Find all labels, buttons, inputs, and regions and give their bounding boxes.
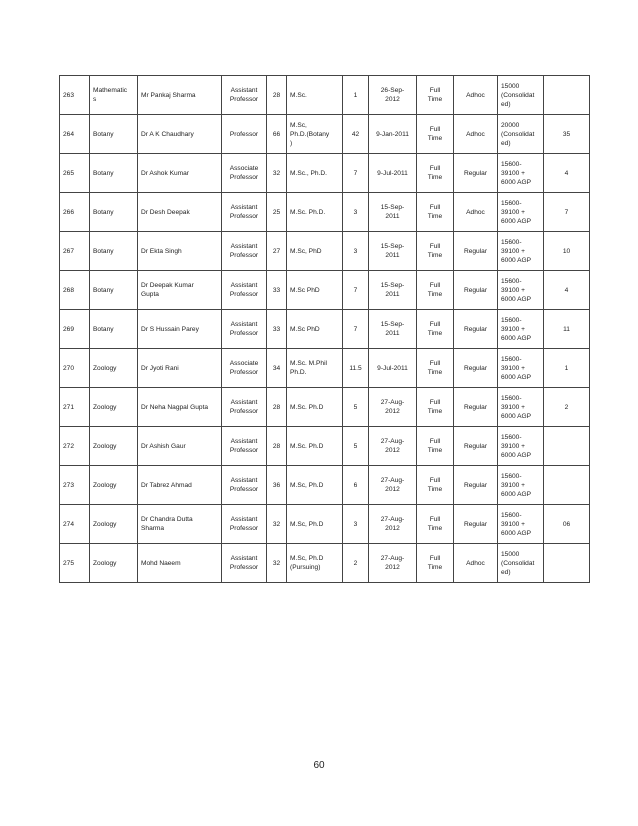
nature-cell: Full Time bbox=[417, 154, 454, 193]
experience-cell: 3 bbox=[343, 232, 369, 271]
pay-scale-cell: 15000 (Consolidat ed) bbox=[498, 544, 544, 583]
serial-number-cell: 264 bbox=[60, 115, 90, 154]
department-cell: Zoology bbox=[90, 544, 138, 583]
last-column-cell: 4 bbox=[544, 271, 590, 310]
pay-scale-cell: 15600- 39100 + 6000 AGP bbox=[498, 505, 544, 544]
table-row bbox=[60, 427, 590, 466]
name-cell: Mohd Naeem bbox=[138, 544, 222, 583]
nature-cell: Full Time bbox=[417, 232, 454, 271]
department-cell: Zoology bbox=[90, 466, 138, 505]
name-cell: Dr Ashish Gaur bbox=[138, 427, 222, 466]
department-cell: Botany bbox=[90, 271, 138, 310]
qualification-cell: M.Sc PhD bbox=[287, 310, 343, 349]
last-column-cell bbox=[544, 544, 590, 583]
age-cell: 27 bbox=[267, 232, 287, 271]
serial-number-cell: 272 bbox=[60, 427, 90, 466]
name-cell: Dr A K Chaudhary bbox=[138, 115, 222, 154]
nature-cell: Full Time bbox=[417, 310, 454, 349]
designation-cell: Professor bbox=[222, 115, 267, 154]
last-column-cell: 1 bbox=[544, 349, 590, 388]
table-row bbox=[60, 154, 590, 193]
last-column-cell: 11 bbox=[544, 310, 590, 349]
last-column-cell bbox=[544, 466, 590, 505]
age-cell: 28 bbox=[267, 427, 287, 466]
age-cell: 34 bbox=[267, 349, 287, 388]
pay-scale-cell: 15600- 39100 + 6000 AGP bbox=[498, 349, 544, 388]
qualification-cell: M.Sc. Ph.D bbox=[287, 388, 343, 427]
pay-scale-cell: 15600- 39100 + 6000 AGP bbox=[498, 232, 544, 271]
experience-cell: 3 bbox=[343, 505, 369, 544]
table-row bbox=[60, 466, 590, 505]
nature-cell: Full Time bbox=[417, 505, 454, 544]
experience-cell: 7 bbox=[343, 310, 369, 349]
experience-cell: 11.5 bbox=[343, 349, 369, 388]
designation-cell: Assistant Professor bbox=[222, 232, 267, 271]
qualification-cell: M.Sc, PhD bbox=[287, 232, 343, 271]
department-cell: Zoology bbox=[90, 427, 138, 466]
last-column-cell: 10 bbox=[544, 232, 590, 271]
appointment-type-cell: Regular bbox=[454, 388, 498, 427]
last-column-cell: 4 bbox=[544, 154, 590, 193]
pay-scale-cell: 15600- 39100 + 6000 AGP bbox=[498, 388, 544, 427]
name-cell: Dr Tabrez Ahmad bbox=[138, 466, 222, 505]
faculty-table bbox=[59, 75, 590, 583]
table-row bbox=[60, 193, 590, 232]
joining-date-cell: 27-Aug- 2012 bbox=[369, 388, 417, 427]
appointment-type-cell: Regular bbox=[454, 310, 498, 349]
age-cell: 32 bbox=[267, 505, 287, 544]
table-row bbox=[60, 544, 590, 583]
designation-cell: Assistant Professor bbox=[222, 310, 267, 349]
designation-cell: Associate Professor bbox=[222, 154, 267, 193]
last-column-cell bbox=[544, 427, 590, 466]
age-cell: 28 bbox=[267, 76, 287, 115]
appointment-type-cell: Regular bbox=[454, 232, 498, 271]
department-cell: Botany bbox=[90, 115, 138, 154]
joining-date-cell: 15-Sep- 2011 bbox=[369, 271, 417, 310]
appointment-type-cell: Regular bbox=[454, 349, 498, 388]
serial-number-cell: 267 bbox=[60, 232, 90, 271]
experience-cell: 6 bbox=[343, 466, 369, 505]
department-cell: Mathematic s bbox=[90, 76, 138, 115]
pay-scale-cell: 20000 (Consolidat ed) bbox=[498, 115, 544, 154]
serial-number-cell: 268 bbox=[60, 271, 90, 310]
page-number: 60 bbox=[313, 760, 325, 771]
qualification-cell: M.Sc., Ph.D. bbox=[287, 154, 343, 193]
appointment-type-cell: Adhoc bbox=[454, 76, 498, 115]
qualification-cell: M.Sc. M.Phil Ph.D. bbox=[287, 349, 343, 388]
pay-scale-cell: 15600- 39100 + 6000 AGP bbox=[498, 193, 544, 232]
department-cell: Botany bbox=[90, 193, 138, 232]
table-body bbox=[60, 76, 590, 583]
experience-cell: 5 bbox=[343, 427, 369, 466]
appointment-type-cell: Regular bbox=[454, 427, 498, 466]
designation-cell: Assistant Professor bbox=[222, 544, 267, 583]
table-row bbox=[60, 271, 590, 310]
joining-date-cell: 26-Sep- 2012 bbox=[369, 76, 417, 115]
name-cell: Dr Jyoti Rani bbox=[138, 349, 222, 388]
table-row bbox=[60, 115, 590, 154]
joining-date-cell: 27-Aug- 2012 bbox=[369, 544, 417, 583]
pay-scale-cell: 15600- 39100 + 6000 AGP bbox=[498, 154, 544, 193]
department-cell: Zoology bbox=[90, 349, 138, 388]
pay-scale-cell: 15600- 39100 + 6000 AGP bbox=[498, 466, 544, 505]
pay-scale-cell: 15600- 39100 + 6000 AGP bbox=[498, 271, 544, 310]
name-cell: Dr S Hussain Parey bbox=[138, 310, 222, 349]
age-cell: 32 bbox=[267, 154, 287, 193]
department-cell: Zoology bbox=[90, 388, 138, 427]
nature-cell: Full Time bbox=[417, 427, 454, 466]
age-cell: 33 bbox=[267, 271, 287, 310]
qualification-cell: M.Sc. Ph.D bbox=[287, 427, 343, 466]
department-cell: Botany bbox=[90, 310, 138, 349]
name-cell: Dr Neha Nagpal Gupta bbox=[138, 388, 222, 427]
designation-cell: Assistant Professor bbox=[222, 505, 267, 544]
designation-cell: Associate Professor bbox=[222, 349, 267, 388]
department-cell: Botany bbox=[90, 154, 138, 193]
name-cell: Dr Ashok Kumar bbox=[138, 154, 222, 193]
designation-cell: Assistant Professor bbox=[222, 388, 267, 427]
serial-number-cell: 266 bbox=[60, 193, 90, 232]
joining-date-cell: 9-Jul-2011 bbox=[369, 349, 417, 388]
appointment-type-cell: Adhoc bbox=[454, 193, 498, 232]
table-row bbox=[60, 232, 590, 271]
table-row bbox=[60, 76, 590, 115]
serial-number-cell: 273 bbox=[60, 466, 90, 505]
age-cell: 33 bbox=[267, 310, 287, 349]
pay-scale-cell: 15000 (Consolidat ed) bbox=[498, 76, 544, 115]
designation-cell: Assistant Professor bbox=[222, 76, 267, 115]
table-row bbox=[60, 505, 590, 544]
experience-cell: 2 bbox=[343, 544, 369, 583]
joining-date-cell: 9-Jan-2011 bbox=[369, 115, 417, 154]
pay-scale-cell: 15600- 39100 + 6000 AGP bbox=[498, 427, 544, 466]
joining-date-cell: 15-Sep- 2011 bbox=[369, 193, 417, 232]
qualification-cell: M.Sc, Ph.D.(Botany ) bbox=[287, 115, 343, 154]
department-cell: Zoology bbox=[90, 505, 138, 544]
appointment-type-cell: Adhoc bbox=[454, 115, 498, 154]
nature-cell: Full Time bbox=[417, 271, 454, 310]
appointment-type-cell: Regular bbox=[454, 466, 498, 505]
table-row bbox=[60, 388, 590, 427]
age-cell: 25 bbox=[267, 193, 287, 232]
joining-date-cell: 15-Sep- 2011 bbox=[369, 232, 417, 271]
nature-cell: Full Time bbox=[417, 349, 454, 388]
age-cell: 36 bbox=[267, 466, 287, 505]
age-cell: 28 bbox=[267, 388, 287, 427]
qualification-cell: M.Sc, Ph.D bbox=[287, 466, 343, 505]
department-cell: Botany bbox=[90, 232, 138, 271]
appointment-type-cell: Regular bbox=[454, 154, 498, 193]
age-cell: 32 bbox=[267, 544, 287, 583]
appointment-type-cell: Regular bbox=[454, 271, 498, 310]
experience-cell: 1 bbox=[343, 76, 369, 115]
table-row bbox=[60, 310, 590, 349]
qualification-cell: M.Sc PhD bbox=[287, 271, 343, 310]
experience-cell: 7 bbox=[343, 271, 369, 310]
nature-cell: Full Time bbox=[417, 76, 454, 115]
age-cell: 66 bbox=[267, 115, 287, 154]
serial-number-cell: 265 bbox=[60, 154, 90, 193]
last-column-cell: 35 bbox=[544, 115, 590, 154]
appointment-type-cell: Adhoc bbox=[454, 544, 498, 583]
experience-cell: 7 bbox=[343, 154, 369, 193]
nature-cell: Full Time bbox=[417, 544, 454, 583]
serial-number-cell: 275 bbox=[60, 544, 90, 583]
last-column-cell: 2 bbox=[544, 388, 590, 427]
joining-date-cell: 9-Jul-2011 bbox=[369, 154, 417, 193]
nature-cell: Full Time bbox=[417, 388, 454, 427]
table-row bbox=[60, 349, 590, 388]
name-cell: Dr Ekta Singh bbox=[138, 232, 222, 271]
qualification-cell: M.Sc, Ph.D bbox=[287, 505, 343, 544]
designation-cell: Assistant Professor bbox=[222, 427, 267, 466]
joining-date-cell: 27-Aug- 2012 bbox=[369, 505, 417, 544]
name-cell: Dr Desh Deepak bbox=[138, 193, 222, 232]
experience-cell: 3 bbox=[343, 193, 369, 232]
nature-cell: Full Time bbox=[417, 193, 454, 232]
experience-cell: 5 bbox=[343, 388, 369, 427]
joining-date-cell: 15-Sep- 2011 bbox=[369, 310, 417, 349]
last-column-cell: 06 bbox=[544, 505, 590, 544]
qualification-cell: M.Sc. bbox=[287, 76, 343, 115]
qualification-cell: M.Sc, Ph.D (Pursuing) bbox=[287, 544, 343, 583]
designation-cell: Assistant Professor bbox=[222, 271, 267, 310]
designation-cell: Assistant Professor bbox=[222, 466, 267, 505]
designation-cell: Assistant Professor bbox=[222, 193, 267, 232]
last-column-cell: 7 bbox=[544, 193, 590, 232]
nature-cell: Full Time bbox=[417, 115, 454, 154]
name-cell: Dr Chandra Dutta Sharma bbox=[138, 505, 222, 544]
joining-date-cell: 27-Aug- 2012 bbox=[369, 466, 417, 505]
name-cell: Dr Deepak Kumar Gupta bbox=[138, 271, 222, 310]
appointment-type-cell: Regular bbox=[454, 505, 498, 544]
serial-number-cell: 269 bbox=[60, 310, 90, 349]
joining-date-cell: 27-Aug- 2012 bbox=[369, 427, 417, 466]
pay-scale-cell: 15600- 39100 + 6000 AGP bbox=[498, 310, 544, 349]
serial-number-cell: 271 bbox=[60, 388, 90, 427]
experience-cell: 42 bbox=[343, 115, 369, 154]
serial-number-cell: 270 bbox=[60, 349, 90, 388]
last-column-cell bbox=[544, 76, 590, 115]
name-cell: Mr Pankaj Sharma bbox=[138, 76, 222, 115]
serial-number-cell: 274 bbox=[60, 505, 90, 544]
qualification-cell: M.Sc. Ph.D. bbox=[287, 193, 343, 232]
nature-cell: Full Time bbox=[417, 466, 454, 505]
serial-number-cell: 263 bbox=[60, 76, 90, 115]
